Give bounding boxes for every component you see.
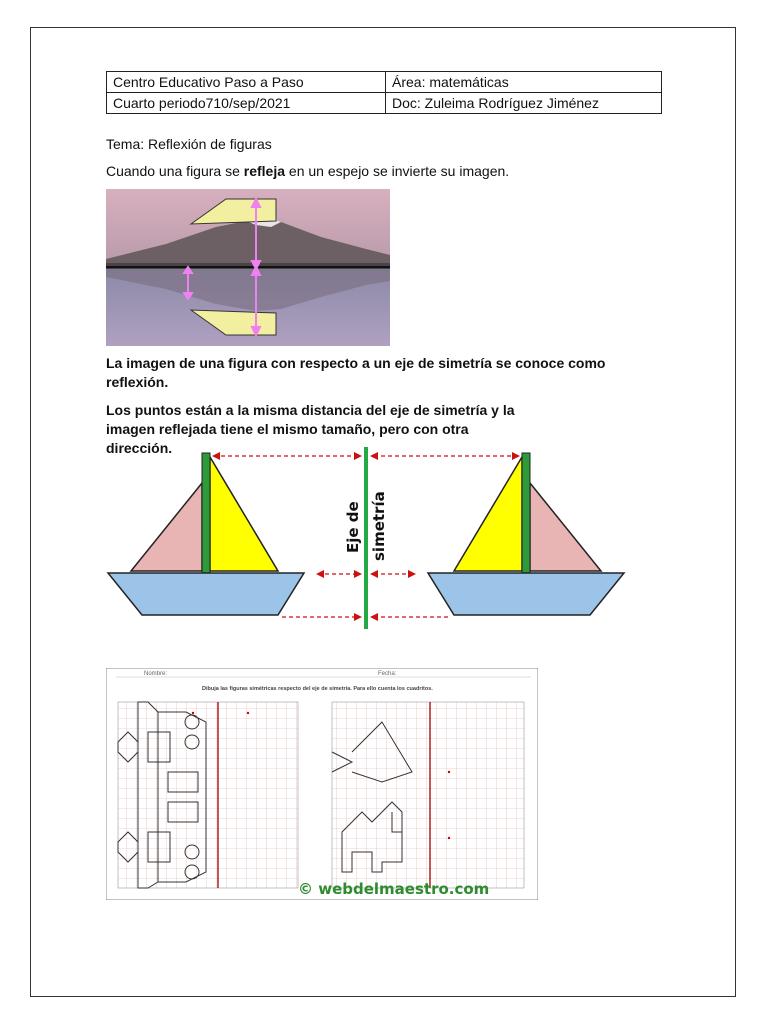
subject-area: Área: matemáticas	[386, 72, 662, 93]
intro-sentence	[106, 162, 509, 181]
right-sailboat	[428, 453, 624, 615]
header-row-2	[107, 93, 662, 114]
intro-after: en un espejo se invierte su imagen.	[285, 163, 510, 179]
symmetry-worksheet-image	[106, 668, 538, 900]
teacher-name: Doc: Zuleima Rodríguez Jiménez	[386, 93, 662, 114]
intro-bold-word: refleja	[243, 163, 286, 179]
paragraph-distance: Los puntos están a la misma distancia del eje de simetría y la imagen reflejada tiene el mismo tamaño, pero con otra dirección.	[106, 402, 515, 456]
paragraph-reflection: La imagen de una figura con respecto a un eje de simetría se conoce como reflexión.	[106, 355, 606, 390]
webdelmaestro-watermark: © webdelmaestro.com	[298, 880, 490, 898]
worksheet-date-label: Fecha:	[378, 671, 397, 677]
sailboat-symmetry-diagram	[106, 447, 628, 631]
school-name: Centro Educativo Paso a Paso	[107, 72, 386, 93]
intro-before: Cuando una figura se	[106, 163, 244, 179]
left-sailboat	[108, 453, 304, 615]
header-table	[106, 71, 662, 114]
worksheet-name-label: Nombre:	[144, 671, 168, 677]
topic-title: Tema: Reflexión de figuras	[106, 136, 272, 152]
axis-label-line1: Eje de	[344, 501, 362, 553]
axis-label-line2: simetría	[370, 491, 388, 561]
worksheet-instruction: Dibuja las figuras simétricas respecto del eje de simetría. Para ello cuenta los cuadritos.	[202, 686, 433, 692]
mountain-reflection-photo	[106, 189, 390, 346]
period-date: Cuarto periodo710/sep/2021	[107, 93, 386, 114]
header-row-1	[107, 72, 662, 93]
